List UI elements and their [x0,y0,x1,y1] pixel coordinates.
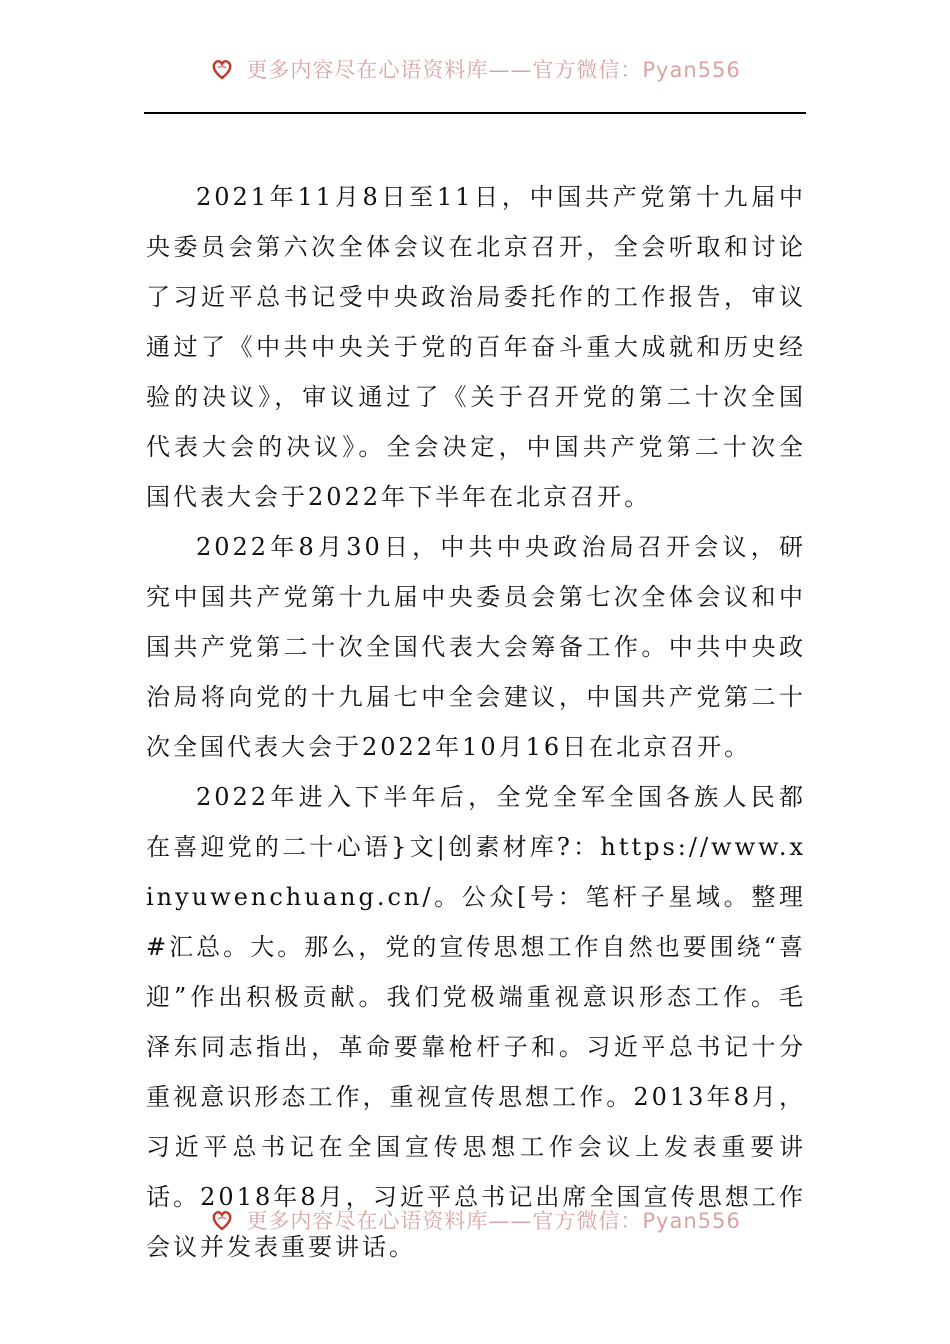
header-divider [144,112,806,114]
paragraph-1: 2021年11月8日至11日，中国共产党第十九届中央委员会第六次全体会议在北京召开，全会听取和讨论了习近平总书记受中央政治局委托作的工作报告，审议通过了《中共中央关于党的百年奋斗重大成就和历史经验的决议》，审议通过了《关于召开党的第二十次全国代表大会的决议》。全会决定，中国共产党第二十次全国代表大会于2022年下半年在北京召开。 [146,183,806,511]
document-body [146,172,806,1272]
heart-swirl-icon [209,56,235,82]
header-watermark [0,54,950,88]
heart-swirl-icon [209,1207,235,1233]
watermark-text: 更多内容尽在心语资料库——官方微信：Pyan556 [246,58,741,82]
paragraph-2: 2022年8月30日，中共中央政治局召开会议，研究中国共产党第十九届中央委员会第七次全体会议和中国共产党第二十次全国代表大会筹备工作。中共中央政治局将向党的十九届七中全会建议，中国共产党第二十次全国代表大会于2022年10月16日在北京召开。 [146,533,806,761]
watermark-text: 更多内容尽在心语资料库——官方微信：Pyan556 [246,1209,741,1233]
footer-watermark [0,1205,950,1239]
paragraph-3: 2022年进入下半年后，全党全军全国各族人民都在喜迎党的二十心语}文|创素材库?：https://www.xinyuwenchuang.cn/。公众[号：笔杆子星域。整理#汇总。大。那么，党的宣传思想工作自然也要围绕“喜迎”作出积极贡献。我们党极端重视意识形态工作。毛泽东同志指出，革命要靠枪杆子和。习近平总书记十分重视意识形态工作，重视宣传思想工作。2013年8月，习近平总书记在全国宣传思想工作会议上发表重要讲话。2018年8月，习近平总书记出席全国宣传思想工作会议并发表重要讲话。 [146,783,806,1261]
